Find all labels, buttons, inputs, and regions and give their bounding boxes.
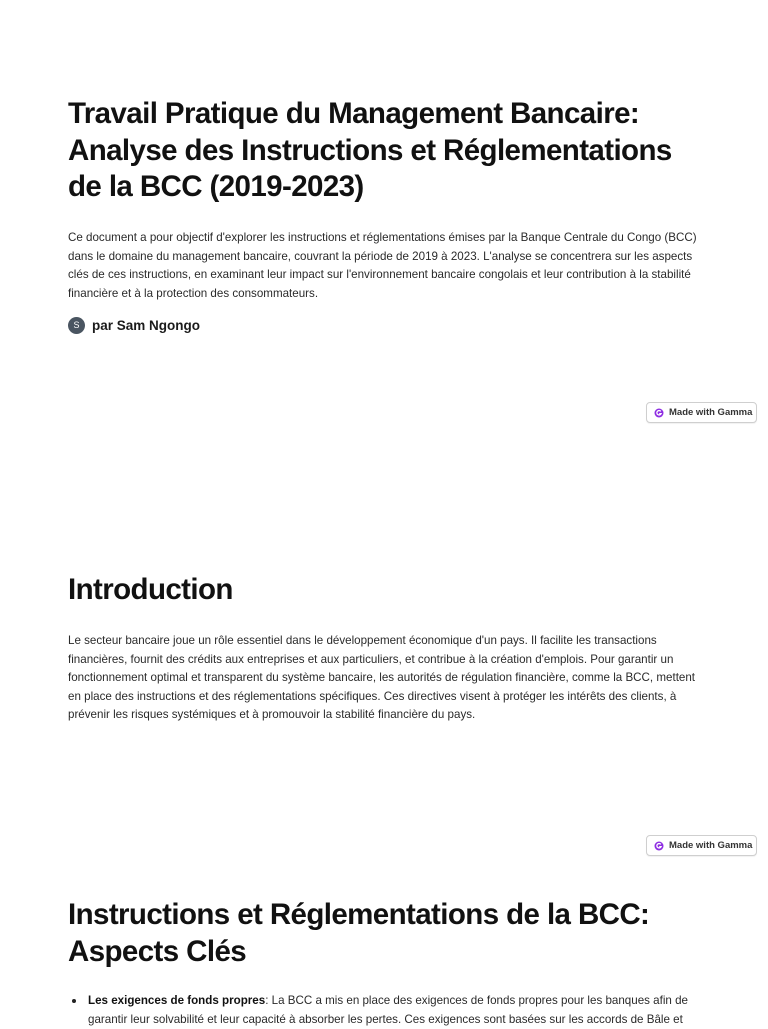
introduction-body: Le secteur bancaire joue un rôle essentiel dans le développement économique d'un pays. Il facilite les transactions financières, fournit des crédits aux entreprises et aux particuliers, et contribue à la création d'emplois. Pour garantir un fonctionnement optimal et transparent du système bancaire, les autorités de régulation financière, comme la BCC, mettent en place des instructions et des réglementations spécifiques. Ces directives visent à protéger les intérêts des clients, à prévenir les risques systémiques et à promouvoir la stabilité financière du pays. <box>68 634 696 722</box>
gamma-logo-icon <box>654 408 664 418</box>
section-title-introduction: Introduction <box>68 573 233 606</box>
document-title: Travail Pratique du Management Bancaire: Analyse des Instructions et Réglementations de la BCC (2019-2023) <box>68 97 672 203</box>
list-item <box>68 991 698 1029</box>
badge-label: Made with Gamma <box>669 840 753 851</box>
made-with-gamma-badge[interactable] <box>646 835 757 856</box>
gamma-logo-icon <box>654 841 664 851</box>
key-aspects-list <box>68 991 698 1029</box>
list-item-text: : La BCC a mis en place des exigences de fonds propres pour les banques afin de garantir leur solvabilité et leur capacité à absorber les pertes. Ces exigences sont basées sur les accords de Bâle et <box>88 994 688 1026</box>
avatar: S <box>68 317 85 334</box>
made-with-gamma-badge[interactable] <box>646 402 757 423</box>
badge-label: Made with Gamma <box>669 407 753 418</box>
document-intro: Ce document a pour objectif d'explorer les instructions et réglementations émises par la Banque Centrale du Congo (BCC) dans le domaine du management bancaire, couvrant la période de 2019 à 2023. L'analyse se concentrera sur les aspects clés de ces instructions, en examinant leur impact sur l'environnement bancaire congolais et leur contribution à la stabilité financière et à la protection des consommateurs. <box>68 231 697 300</box>
author-byline <box>68 315 200 335</box>
author-name: par Sam Ngongo <box>92 317 201 333</box>
list-item-term: Les exigences de fonds propres <box>88 994 266 1007</box>
section-title-key-aspects: Instructions et Réglementations de la BCC: Aspects Clés <box>68 898 650 968</box>
